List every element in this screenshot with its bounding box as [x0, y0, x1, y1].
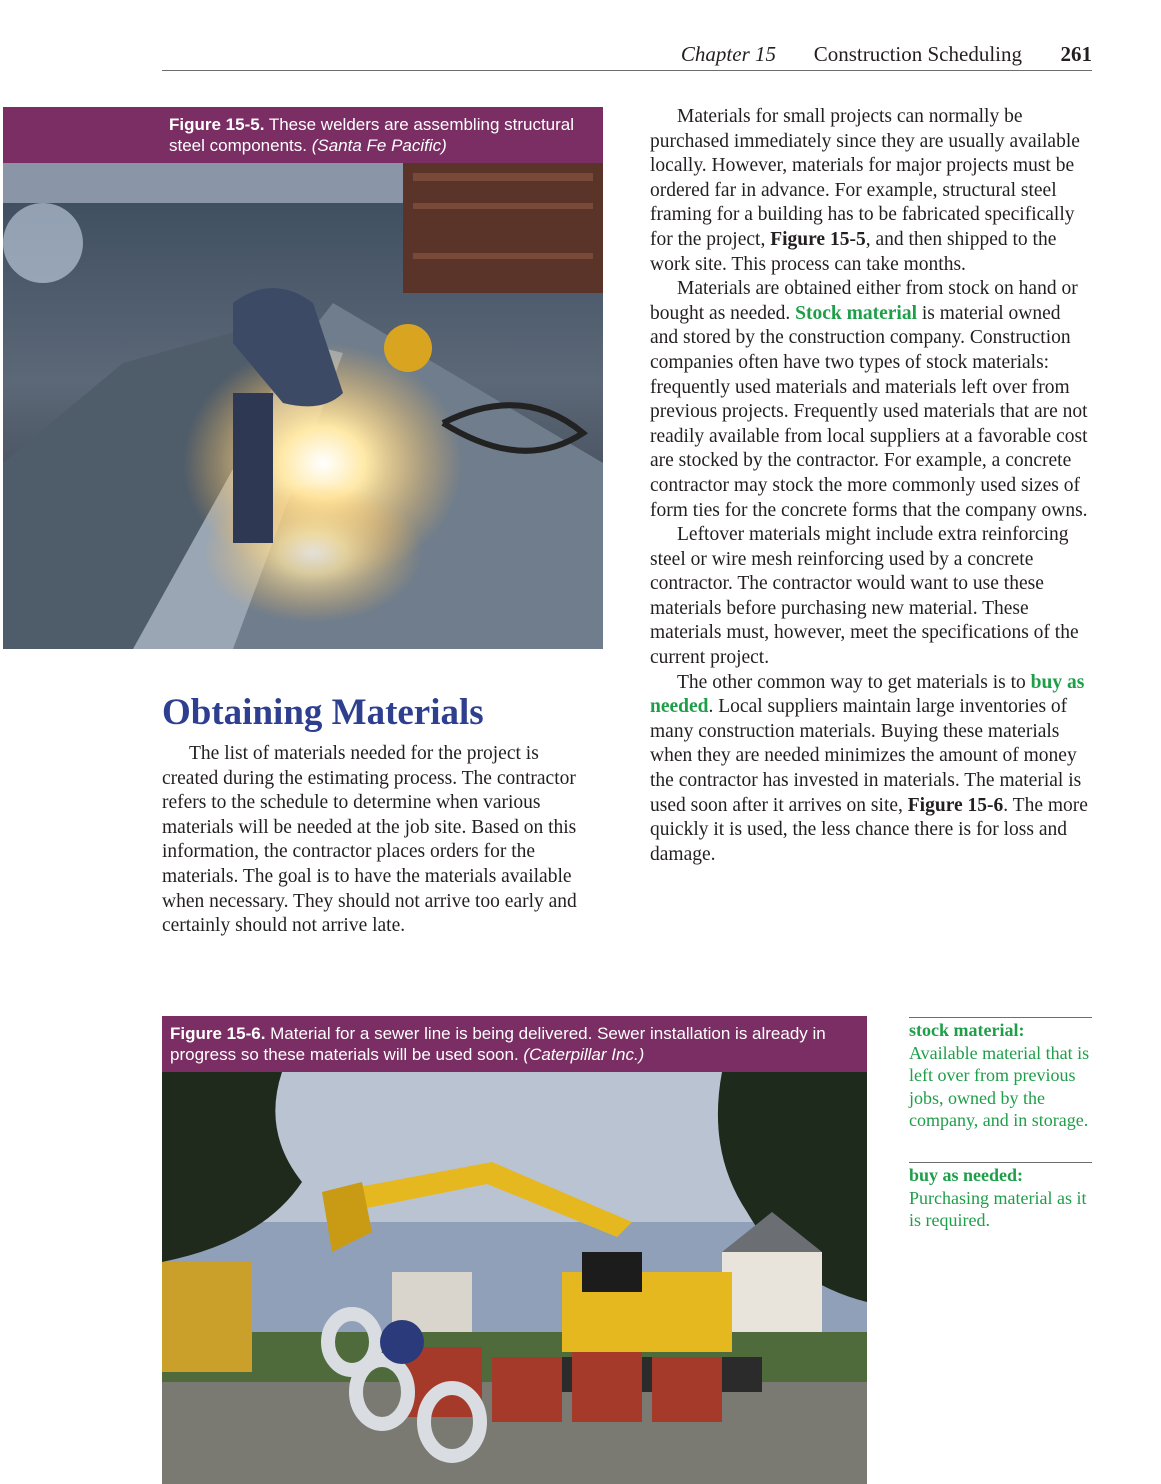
- chapter-title: Construction Scheduling: [813, 42, 1022, 66]
- right-column: [650, 105, 1092, 867]
- paragraph: The other common way to get materials is to buy as needed. Local suppliers maintain large inventories of many construction materials. Buying these materials when they are needed minimizes the amount of money the contractor has invested in materials. The material is used soon after it arrives on site, Figure 15-6. The more quickly it is used, the less chance there is for loss and damage.: [650, 671, 1088, 865]
- figure-label: Figure 15-6.: [170, 1024, 266, 1043]
- excavator-photo: [162, 1072, 867, 1484]
- glossary-entry: [909, 1162, 1092, 1232]
- figure-caption-text: These welders are assembling structural steel components.: [169, 115, 575, 155]
- figure-label: Figure 15-5.: [169, 115, 265, 134]
- key-term-buy-as-needed: buy as needed: [650, 671, 1085, 718]
- key-term-stock-material: Stock material: [795, 302, 917, 324]
- chapter-label: Chapter 15: [680, 42, 776, 66]
- paragraph: Materials are obtained either from stock on hand or bought as needed. Stock material is material owned and stored by the construction company. Construction companies often have two types of stock materials: frequently used materials and materials left over from previous projects. Frequently used materials that are not readily available from local suppliers at a favorable cost are stocked by the contractor. For example, a concrete contractor may stock the more commonly used sizes of form ties for the concrete forms that the company owns.: [650, 278, 1088, 521]
- figure-reference: Figure 15-5: [770, 228, 866, 250]
- section-heading: Obtaining Materials: [162, 692, 484, 733]
- glossary-rule: [909, 1162, 1092, 1163]
- figure-reference: Figure 15-6: [907, 794, 1004, 816]
- figure-credit: (Santa Fe Pacific): [311, 136, 447, 155]
- paragraph: Leftover materials might include extra reinforcing steel or wire mesh reinforcing used by a concrete contractor. The contractor would want to use these materials before purchasing new material. These materials must, however, meet the specifications of the current project.: [650, 524, 1079, 669]
- figure-15-5-caption: [3, 107, 603, 163]
- figure-15-6-caption: [162, 1016, 867, 1072]
- figure-caption-text: Material for a sewer line is being delivered. Sewer installation is already in progress so these materials will be used soon.: [170, 1024, 826, 1064]
- welders-photo: [3, 163, 603, 649]
- page-number: 261: [1060, 42, 1092, 66]
- figure-credit: (Caterpillar Inc.): [523, 1045, 645, 1064]
- glossary-rule: [909, 1017, 1092, 1018]
- glossary-entry: [909, 1017, 1092, 1132]
- glossary-definition: Available material that is left over from previous jobs, owned by the company, and in storage.: [909, 1042, 1090, 1130]
- glossary-term: buy as needed:: [909, 1165, 1024, 1185]
- paragraph: Materials for small projects can normally be purchased immediately since they are usually available locally. However, materials for major projects must be ordered far in advance. For example, structural steel framing for a building has to be fabricated specifically for the project, Figure 15-5, and then shipped to the work site. This process can take months.: [650, 106, 1080, 275]
- running-header: [162, 40, 1092, 71]
- left-column: [162, 742, 597, 939]
- paragraph: The list of materials needed for the project is created during the estimating process. The contractor refers to the schedule to determine when various materials will be needed at the job site. Based on this information, the contractor places orders for the materials. The goal is to have the materials available when necessary. They should not arrive too early and certainly should not arrive late.: [162, 743, 577, 937]
- glossary-definition: Purchasing material as it is required.: [909, 1187, 1087, 1230]
- glossary-term: stock material:: [909, 1020, 1025, 1040]
